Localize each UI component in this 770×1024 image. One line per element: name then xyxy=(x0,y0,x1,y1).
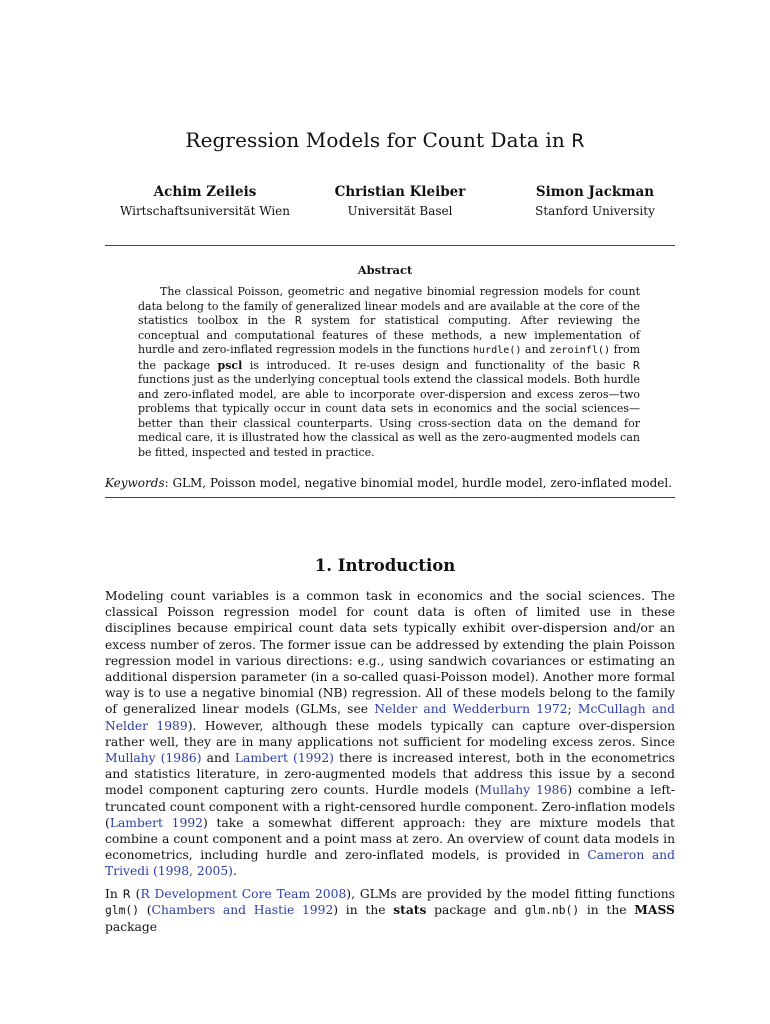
title-text: Regression Models for Count Data in xyxy=(185,128,565,152)
code-function: zeroinfl() xyxy=(549,345,611,357)
body-text: . xyxy=(232,864,237,879)
paper-title xyxy=(0,128,770,152)
author-affiliation: Universität Basel xyxy=(347,204,453,218)
body-text: ; xyxy=(567,702,572,717)
abstract-text: is introduced. It re-uses design and functionality of the basic xyxy=(249,358,626,372)
intro-body xyxy=(105,588,675,935)
code-function: glm.nb() xyxy=(524,903,580,917)
author-3 xyxy=(500,184,690,218)
citation-link[interactable]: Nelder and Wedderburn 1972 xyxy=(374,702,568,717)
abstract-text: functions just as the underlying conceptual tools extend the classical models. Both hurdle and zero-inflated model, are able to incorporate over-dispersion and excess zeros—two problems that typically occur in count data sets in economics and the social sciences—better than their classical counterparts. Using cross-section data on the demand for medical care, it is illustrated how the classical as well as the zero-augmented models can be fitted, inspected and tested in practice. xyxy=(138,373,640,460)
abstract-text: and xyxy=(525,343,546,357)
section-title: Introduction xyxy=(337,556,456,575)
intro-paragraph-2 xyxy=(105,886,675,936)
body-text: there is increased interest, both in the econometrics and statistics literature, in zero-augmented models that address this issue by a second model component capturing zero counts. Hurdle models ( xyxy=(105,751,675,798)
citation-link[interactable]: Mullahy 1986 xyxy=(479,783,568,798)
citation-year-link[interactable]: (1998, 2005) xyxy=(152,864,233,879)
body-text: ) combine a left-truncated count component with a right-censored hurdle component. Zero-inflation models ( xyxy=(105,783,675,830)
keywords-line xyxy=(105,475,675,491)
package-name: MASS xyxy=(634,901,675,917)
citation-year-link[interactable]: (1992) xyxy=(293,751,334,766)
body-text: package xyxy=(105,920,158,935)
keywords-label: Keywords xyxy=(105,476,165,490)
bottom-rule xyxy=(105,497,675,498)
body-text: ) take a somewhat different approach: they are mixture models that combine a count component and a point mass at zero. An overview of count data models in econometrics, including hurdle and zero-inflated models, is provided in xyxy=(105,815,675,863)
title-r: R xyxy=(571,130,585,152)
section-number: 1. xyxy=(314,556,332,575)
author-name: Achim Zeileis xyxy=(153,184,257,200)
author-name: Simon Jackman xyxy=(535,184,655,200)
body-text: Modeling count variables is a common task in economics and the social sciences. The classical Poisson regression model for count data is often of limited use in these disciplines because empirical count data sets typically exhibit over-dispersion and/or an excess number of zeros. The former issue can be addressed by extending the plain Poisson regression model in various directions: e.g., using sandwich covariances or estimating an additional dispersion parameter (in a so-called quasi-Poisson model). Another more formal way is to use a negative binomial (NB) regression. All of these models belong to the family of generalized linear models (GLMs, see xyxy=(105,589,675,717)
abstract-body xyxy=(138,285,640,461)
citation-link[interactable]: Chambers and Hastie 1992 xyxy=(151,902,334,917)
citation-link[interactable]: R Development Core Team 2008 xyxy=(140,886,347,901)
body-text: ) in the xyxy=(333,902,386,917)
citation-link[interactable]: McCullagh and Nelder 1989 xyxy=(105,702,675,733)
package-name: pscl xyxy=(217,358,243,372)
top-rule xyxy=(105,245,675,246)
body-text: and xyxy=(206,751,230,766)
citation-year-link[interactable]: (1986) xyxy=(160,751,202,766)
code-function: hurdle() xyxy=(472,345,522,357)
abstract-text: from the package xyxy=(138,343,641,372)
citation-link[interactable]: Lambert xyxy=(234,751,288,766)
body-text: package and xyxy=(434,902,517,917)
author-name: Christian Kleiber xyxy=(334,184,466,200)
author-1 xyxy=(105,184,305,218)
body-text: In xyxy=(105,886,118,901)
code-function: glm() xyxy=(105,903,140,917)
r-name: R xyxy=(294,315,302,328)
abstract-text: The classical Poisson, geometric and negative binomial regression models for count data belong to the family of generalized linear models and are available at the core of the statistics toolbox in the xyxy=(138,285,640,328)
body-text: in the xyxy=(586,902,627,917)
r-name: R xyxy=(122,886,131,901)
body-text: ). However, although these models typically can capture over-dispersion rather well, they are in many applications not sufficient for modeling excess zeros. Since xyxy=(105,718,676,749)
author-block xyxy=(105,184,675,224)
author-affiliation: Wirtschaftsuniversität Wien xyxy=(119,204,290,218)
body-text: ( xyxy=(135,886,141,901)
r-name: R xyxy=(632,359,641,372)
body-text: ( xyxy=(146,902,152,917)
author-affiliation: Stanford University xyxy=(535,204,655,218)
intro-paragraph-1 xyxy=(105,588,675,880)
citation-link[interactable]: Mullahy xyxy=(105,751,156,766)
keywords-text: : GLM, Poisson model, negative binomial model, hurdle model, zero-inflated model. xyxy=(164,476,673,490)
citation-link[interactable]: Cameron and Trivedi xyxy=(105,848,675,879)
abstract-text: system for statistical computing. After reviewing the conceptual and computational features of these methods, a new implementation of hurdle and zero-inflated regression models in the functions xyxy=(138,314,640,357)
author-2 xyxy=(305,184,495,218)
abstract-heading: Abstract xyxy=(357,263,413,277)
package-name: stats xyxy=(393,901,427,917)
body-text: ), GLMs are provided by the model fitting functions xyxy=(346,886,675,901)
section-heading xyxy=(0,556,770,575)
citation-link[interactable]: Lambert 1992 xyxy=(109,815,203,830)
